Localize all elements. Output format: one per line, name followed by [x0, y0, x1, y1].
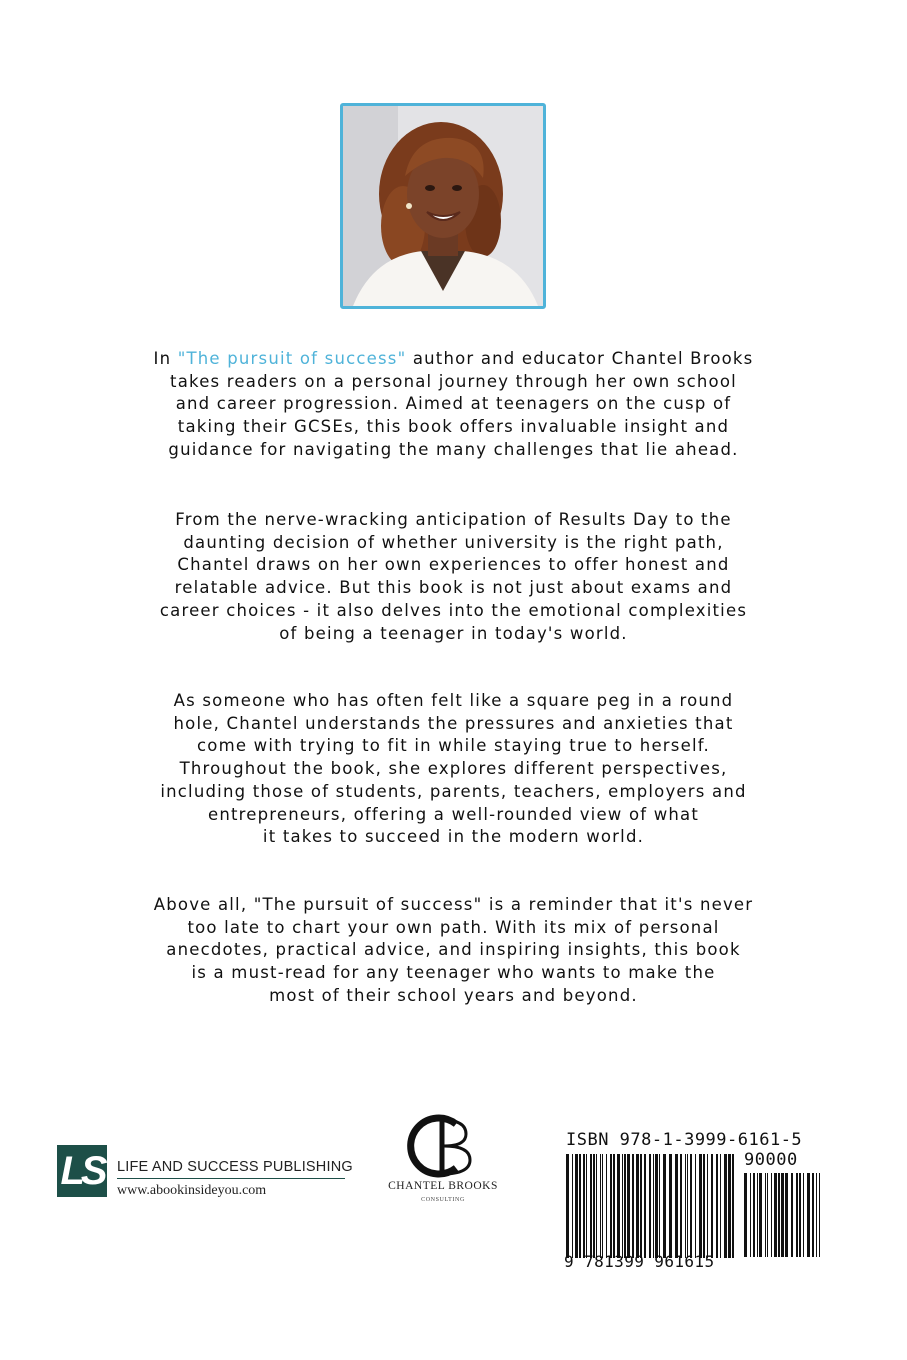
barcode-bar: [627, 1154, 630, 1258]
barcode-bar: [791, 1173, 793, 1257]
barcode-bar: [767, 1173, 768, 1257]
barcode-bar: [711, 1154, 713, 1258]
barcode-bar: [707, 1154, 708, 1258]
blurb-paragraph-1: [100, 348, 807, 462]
blurb-paragraph-3: [100, 690, 807, 849]
barcode-bar: [785, 1173, 788, 1257]
barcode-bar: [617, 1154, 620, 1258]
barcode-bar: [632, 1154, 634, 1258]
blurb-p2-line: Chantel draws on her own experiences to offer honest and: [177, 555, 730, 575]
barcode-bar: [732, 1154, 734, 1258]
barcode-bar: [703, 1154, 705, 1258]
barcode-bar: [816, 1173, 817, 1257]
author-photo: [340, 103, 546, 309]
barcode-bar: [583, 1154, 585, 1258]
author-portrait-illustration: [343, 106, 543, 306]
barcode-bar: [596, 1154, 597, 1258]
barcode-bar: [759, 1173, 762, 1257]
barcode-bar: [803, 1173, 804, 1257]
barcode-bar: [728, 1154, 731, 1258]
cb-monogram-icon: [384, 1112, 502, 1180]
consultancy-logo: [384, 1112, 502, 1212]
barcode-bar: [649, 1154, 651, 1258]
barcode-bar: [602, 1154, 603, 1258]
blurb-p2-line: From the nerve-wracking anticipation of Results Day to the: [175, 510, 732, 529]
blurb-p1-line-3: and career progression. Aimed at teenagers on the cusp of: [175, 394, 732, 414]
barcode-bar: [819, 1173, 820, 1257]
blurb-p1-line-4: taking their GCSEs, this book offers invaluable insight and: [177, 417, 730, 437]
blurb-paragraph-4: [100, 894, 807, 1008]
barcode-bar: [566, 1154, 569, 1258]
barcode-bar: [765, 1173, 766, 1257]
barcode-bar: [799, 1173, 801, 1257]
barcode-bar: [622, 1154, 623, 1258]
barcode-bar: [807, 1173, 810, 1257]
barcode-bar: [720, 1154, 721, 1258]
barcode-bar: [655, 1154, 658, 1258]
blurb-p4-line: most of their school years and beyond.: [269, 985, 638, 1005]
blurb-p2-line: relatable advice. But this book is not just about exams and: [174, 578, 733, 598]
barcode-bar: [575, 1154, 578, 1258]
consultancy-subtitle: CONSULTING: [421, 1197, 465, 1203]
barcode-bar: [757, 1173, 758, 1257]
blurb-p2-line: of being a teenager in today's world.: [279, 623, 628, 643]
barcode-bar: [781, 1173, 784, 1257]
price-code: 90000: [744, 1150, 798, 1170]
blurb-p3-line: come with trying to fit in while staying true to herself.: [197, 736, 710, 756]
barcode-bar: [579, 1154, 581, 1258]
barcode-bar: [812, 1173, 814, 1257]
barcode-bar: [640, 1154, 642, 1258]
blurb-p2-line: career choices - it also delves into the emotional complexities: [159, 600, 748, 620]
blurb-p1-line-2: takes readers on a personal journey through her own school: [170, 371, 737, 391]
blurb-p2-line: daunting decision of whether university is the right path,: [183, 532, 724, 552]
barcode-bar: [796, 1173, 798, 1257]
barcode-bar: [624, 1154, 626, 1258]
blurb-p4-line: too late to chart your own path. With its mix of personal: [187, 917, 720, 937]
barcode-bar: [744, 1173, 747, 1257]
barcode-bar: [699, 1154, 702, 1258]
blurb-p3-line: Throughout the book, she explores different perspectives,: [179, 759, 728, 779]
blurb-p4-line: is a must-read for any teenager who wants to make the: [191, 963, 716, 983]
barcode-bar: [753, 1173, 755, 1257]
consultancy-name: CHANTEL BROOKS: [388, 1180, 498, 1192]
barcode-bar: [663, 1154, 666, 1258]
publisher-url: www.abookinsideyou.com: [117, 1183, 267, 1198]
barcode-bar: [613, 1154, 615, 1258]
barcode-bar: [771, 1173, 772, 1257]
ean-barcode-bars: [566, 1154, 736, 1258]
barcode-bar: [593, 1154, 595, 1258]
publisher-name: LIFE AND SUCCESS PUBLISHING: [117, 1159, 353, 1175]
barcode-bar: [653, 1154, 654, 1258]
publisher-logo: LS: [57, 1145, 107, 1197]
isbn-barcode: [560, 1128, 826, 1276]
blurb-p3-line: it takes to succeed in the modern world.: [262, 827, 645, 847]
ean-digits: 9 781399 961615: [564, 1252, 715, 1271]
blurb-p3-line: entrepreneurs, offering a well-rounded view of what: [207, 804, 700, 824]
barcode-bar: [675, 1154, 678, 1258]
barcode-bar: [750, 1173, 751, 1257]
blurb-p3-line: including those of students, parents, teachers, employers and: [160, 781, 747, 801]
barcode-bar: [659, 1154, 660, 1258]
blurb-p3-line: hole, Chantel understands the pressures and anxieties that: [173, 713, 734, 733]
barcode-bar: [716, 1154, 718, 1258]
blurb-p4-line: anecdotes, practical advice, and inspiring insights, this book: [166, 940, 741, 960]
barcode-bar: [774, 1173, 777, 1257]
barcode-bar: [636, 1154, 639, 1258]
barcode-bar: [687, 1154, 688, 1258]
blurb-p1-line-1: In "The pursuit of success" author and educator Chantel Brooks: [153, 349, 754, 368]
barcode-bar: [610, 1154, 612, 1258]
publisher-divider: [117, 1178, 345, 1179]
barcode-bar: [680, 1154, 682, 1258]
barcode-bar: [724, 1154, 727, 1258]
book-title-highlight: "The pursuit of success": [177, 349, 407, 368]
barcode-bar: [695, 1154, 696, 1258]
barcode-bar: [669, 1154, 672, 1258]
barcode-bar: [572, 1154, 573, 1258]
blurb-p4-line: Above all, "The pursuit of success" is a reminder that it's never: [153, 895, 754, 914]
addon-barcode-bars: [744, 1173, 822, 1257]
blurb-paragraph-2: [100, 509, 807, 645]
barcode-bar: [778, 1173, 780, 1257]
barcode-bar: [586, 1154, 587, 1258]
barcode-bar: [606, 1154, 607, 1258]
isbn-number: ISBN 978-1-3999-6161-5: [566, 1130, 803, 1150]
barcode-bar: [690, 1154, 692, 1258]
barcode-bar: [600, 1154, 601, 1258]
blurb-p1-line-5: guidance for navigating the many challenges that lie ahead.: [168, 439, 739, 459]
barcode-bar: [685, 1154, 686, 1258]
barcode-bar: [590, 1154, 592, 1258]
publisher-block: [57, 1145, 357, 1205]
blurb-p3-line: As someone who has often felt like a square peg in a round: [173, 691, 734, 710]
barcode-bar: [644, 1154, 646, 1258]
